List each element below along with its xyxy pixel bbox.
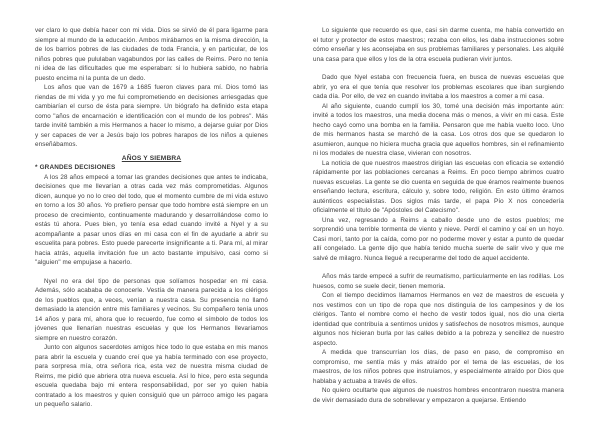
- section-subheading: * GRANDES DECISIONES: [35, 164, 116, 171]
- paragraph: Con el tiempo decidimos llamarnos Hermanos en vez de maestros de escuela y nos vestimos con un tipo de ropa que nos distinguía de los campesinos y de los clérigos. Tanto el nombre como el hecho de vestir todos igual, nos dio una cierta identidad que contribuía a sentirnos unidos y satisfechos de nosotros mismos, aunque algunos nos hicieran burla por las calles debido a la pobreza y sencillez de nuestro aspecto.: [313, 292, 564, 347]
- paragraph: Una vez, regresando a Reims a caballo desde uno de estos pueblos; me sorprendió una terrible tormenta de viento y nieve. Perdí el camino y caí en un hoyo. Casi morí, tanto por la caída, como por no poderme mover y estar a punto de quedar allí congelado. La gente dijo que había tenido mucha suerte de salir vivo y que me salvé de milagro. Nunca llegué a recuperarme del todo de aquel accidente.: [313, 216, 564, 262]
- paragraph: Años más tarde empecé a sufrir de reumatismo, particularmente en las rodillas. Los huesos, como se suele decir, tienen memoria.: [313, 273, 564, 290]
- paragraph: Lo siguiente que recuerdo es que, casi sin darme cuenta, me había convertido en el tutor y protector de estos maestros; rezaba con ellos, les daba instrucciones sobre cómo enseñar y les aconsejaba en sus problemas familiares y personales. Les alquilé una casa para que ellos y los de la otra escuela pudieran vivir juntos.: [313, 27, 564, 63]
- paragraph: Nyel no era del tipo de personas que solíamos hospedar en mi casa. Además, sólo acababa de conocerle. Vestía de manera parecida a los clérigos de los pueblos que, a veces, venían a nuestra casa. Su presencia no llamó demasiado la atención entre mis familiares y vecinos. Su compañero tenía unos 14 años y para mí, ahora que lo recuerdo, fue como el símbolo de todos los jóvenes que llenarían nuestras escuelas y que los Hermanos llevaríamos siempre en nuestro corazón.: [35, 277, 268, 342]
- page-left-text: [35, 26, 268, 410]
- paragraph: Dado que Nyel estaba con frecuencia fuera, en busca de nuevas escuelas que abrir, yo era el que tenía que resolver los problemas escolares que iban surgiendo cada día. Por ello, de vez en cuando invitaba a los maestros a comer a mi casa.: [313, 74, 564, 100]
- paragraph: No quiero ocultarte que algunos de nuestros hombres encontraron nuestra manera de vivir demasiado dura de sobrellevar y empezaron a quejarse. Entiendo: [313, 387, 564, 404]
- paragraph: Junto con algunos sacerdotes amigos hice todo lo que estaba en mis manos para abrir la escuela y cuando creí que ya había terminado con ese proyecto, para sorpresa mía, otra señora rica, esta vez de nuestra misma ciudad de Reims, me pidió que abriera otra nueva escuela. Así lo hice, pero esta segunda escuela quedaba bajo mi entera responsabilidad, por ser yo quien había contratado a los maestros y quien consiguió que un párroco amigo les pagara un pequeño salario.: [35, 344, 268, 408]
- paragraph: A los 28 años empecé a tomar las grandes decisiones que antes te indicaba, decisiones que me llevarían a otras cada vez más comprometidas. Algunos dicen, aunque yo no lo creo del todo, que el momento cumbre de mi vida estuvo en torno a los 30 años. Yo prefiero pensar que todo hombre está siempre en un proceso de crecimiento, continuamente madurando y desarrollándose como lo estás tú ahora. Pues bien, yo tenía esa edad cuando invité a Nyel y a su acompañante a pasar unos días en mi casa con el fin de ayudarle a abrir su escuelita para pobres. Esto puede parecerte insignificante a ti. Para mí, al mirar hacia atrás, aquella invitación fue un acto bastante impulsivo, casi como si "alguien" me empujase a hacerlo.: [35, 173, 268, 266]
- section-heading: AÑOS Y SIEMBRA: [121, 154, 182, 162]
- paragraph: Los años que van de 1679 a 1685 fueron claves para mí. Dios tomó las riendas de mi vida y yo me fui comprometiendo en decisiones arriesgadas que cambiarían el curso de ésta para siempre. Un biógrafo ha definido esta etapa como "años de encarnación e identificación con el mundo de los pobres". Más tarde invité también a mis Hermanos a hacer lo mismo, a dejarse guiar por Dios y ser capaces de ver a Jesús bajo los pobres harapos de los niños a quienes enseñábamos.: [35, 84, 268, 148]
- paragraph: ver claro lo que debía hacer con mi vida. Dios se sirvió de él para ligarme para siempre al mundo de la educación. Ambos mirábamos en la misma dirección, la de los barrios pobres de las ciudades de toda Francia, y en particular, de los niños pobres que pululaban vagabundos por las calles de Reims. Pero no tenía ni idea de las dificultades que me esperaban: si lo hubiera sabido, no habría puesto encima ni la punta de un dedo.: [35, 27, 268, 82]
- paragraph: La noticia de que nuestros maestros dirigían las escuelas con eficacia se extendió rápidamente por las poblaciones cercanas a Reims. En poco tiempo abrimos cuatro nuevas escuelas. La gente se dio cuenta en seguida de que éramos realmente buenos enseñando lectura, escritura, cálculo y, sobre todo, religión. En esto último éramos auténticos especialistas. Dos siglos más tarde, el papa Pío X nos concedería oficialmente el título de "Apóstoles del Catecismo".: [313, 159, 564, 214]
- page-right-text: [313, 26, 564, 405]
- paragraph: Al año siguiente, cuando cumplí los 30, tomé una decisión más importante aún: invité a todos los maestros, una media docena más o menos, a vivir en mi casa. Este hecho cayó como una bomba en la familia. Pensaron que me había vuelto loco. Uno de mis hermanos hasta se marchó de la casa. Los otros dos que se quedaron lo asumieron, aunque no hiciera mucha gracia que aquellos hombres, sin el refinamiento ni los modales de nuestra clase, vivieran con nosotros.: [313, 102, 564, 157]
- page-right: [300, 0, 600, 424]
- paragraph: A medida que transcurrían los días, de paso en paso, de compromiso en compromiso, me sentía más y más atraído por el tema de las escuelas, de los maestros, de los niños pobres que instruíamos, y especialmente atraído por Dios que hablaba y actuaba a través de ellos.: [313, 349, 564, 385]
